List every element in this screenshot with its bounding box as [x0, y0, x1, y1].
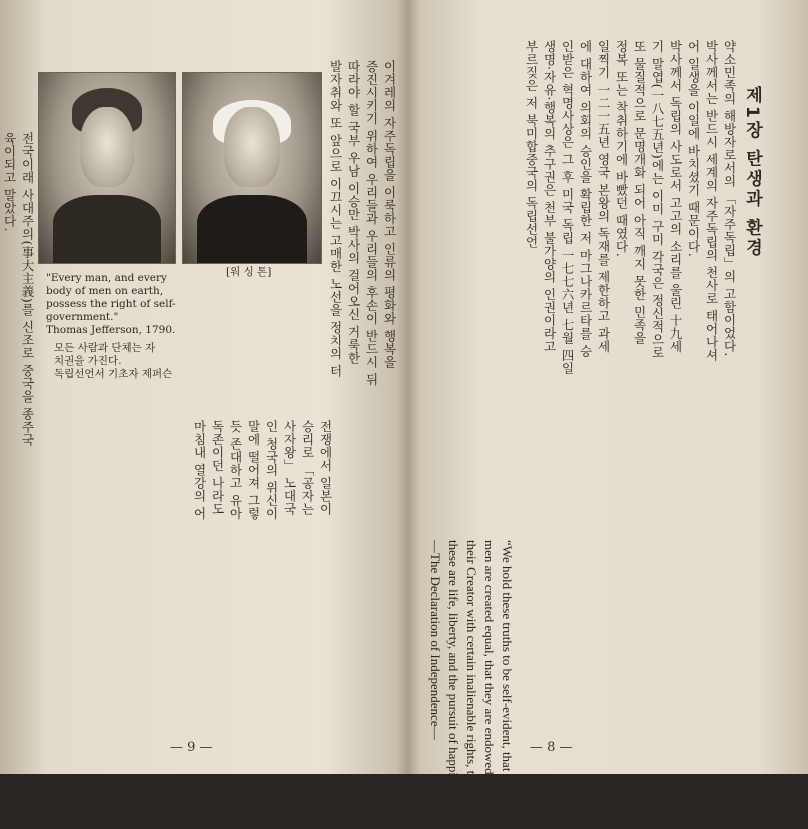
jefferson-quote-ko: 모든 사람과 단체는 자 치권을 가진다. 독립선언서 기초자 제퍼슨 [54, 342, 173, 380]
side-column: 말에 떨어져 그렇 [246, 420, 261, 520]
text-column: 박사께서 독립의 사도로서 고고의 소리를 울린 十九세 [668, 40, 683, 353]
text-column: 생명·자유·행복의 추구권은 천부 불가양의 인권이라고 [542, 40, 557, 353]
text-column: 박사께서는 반드시 세계의 자주독립의 천사로 태어나셔 [704, 40, 719, 362]
page-number-left: — 9 — [170, 740, 213, 755]
text-column: 인받은 혁명사상은 그 후 미국 독립 一七七六년 七월 四일 [560, 40, 575, 375]
text-column: 또 물질적으로 문명개화 되어 아직 깨지 못한 민족을 [632, 40, 647, 345]
text-column: 기 말엽(一八七五년)에는 이미 구미 각국은 정신적으로 [650, 40, 665, 360]
page-number-right: — 8 — [530, 740, 573, 755]
side-column: 듯 존대하고 유아 [228, 420, 243, 520]
chapter-title: 제1장 탄생과 환경 [742, 86, 762, 259]
left-page [0, 0, 398, 774]
text-column: 정복 또는 착취하기에 바빴던 때였다. [614, 40, 629, 258]
declaration-line: “We hold these truths to be self-evident, that all [500, 540, 515, 788]
side-column: 인 청국의 위신이 [264, 420, 279, 520]
side-column: 마침내 열강의 어 [192, 420, 207, 520]
text-column: 증진시키기 위하여 우리들과 우리들의 후손이 반드시 뒤 [364, 60, 379, 386]
washington-portrait [182, 72, 322, 264]
jefferson-portrait [38, 72, 176, 264]
text-column: 에 대하여 의회의 승인을 확립한 저 마그나카르타를 승 [578, 40, 593, 358]
text-column: 발자취와 또 앞으로 이끄시는 고매한 노선을 정치의 터 [328, 60, 343, 378]
declaration-line: men are created equal, that they are endowed by [482, 540, 497, 791]
left-edge-column: 육이되고 말았다. [2, 132, 17, 232]
jefferson-quote-en: "Every man, and every body of men on earth, possess the right of self- government." Thomas Jefferson, 1790. [46, 272, 176, 336]
right-page [410, 0, 808, 829]
text-column: 어 일생을 이일에 바치셨기 때문이다. [686, 40, 701, 258]
declaration-line: these are life, liberty, and the pursuit of happiness.” [446, 540, 461, 808]
side-column: 사자왕」 노대국 [282, 420, 297, 516]
declaration-line: their Creator with certain inalienable rights, that among [464, 540, 479, 829]
text-column: 이겨레의 자주독립을 이룩하고 인류의 평화와 행복을 [382, 60, 397, 369]
side-column: 전쟁에서 일본이 [318, 420, 333, 516]
text-column: 부르짖은 저 북미합중국의 독립선언 [524, 40, 539, 249]
text-column: 따라야 할 국부 우남 이승만 박사의 걸어오신 거룩한 [346, 60, 361, 365]
text-column: 약소민족의 해방자로서의 「자주독립」의 고함이었다. [722, 40, 737, 357]
side-column: 승리로 「공자는 [300, 420, 315, 516]
left-edge-column: 전국이래 사대주의(事大主義)를 신조로 중국을 종주국 [20, 132, 35, 447]
washington-caption: [워 싱 톤] [226, 266, 272, 278]
text-column: 일찍기 一二一五년 영국 본왕의 독재를 제한하고 과세 [596, 40, 611, 353]
side-column: 독존이던 나라도 [210, 420, 225, 516]
declaration-source: —The Declaration of Independence— [428, 540, 443, 740]
